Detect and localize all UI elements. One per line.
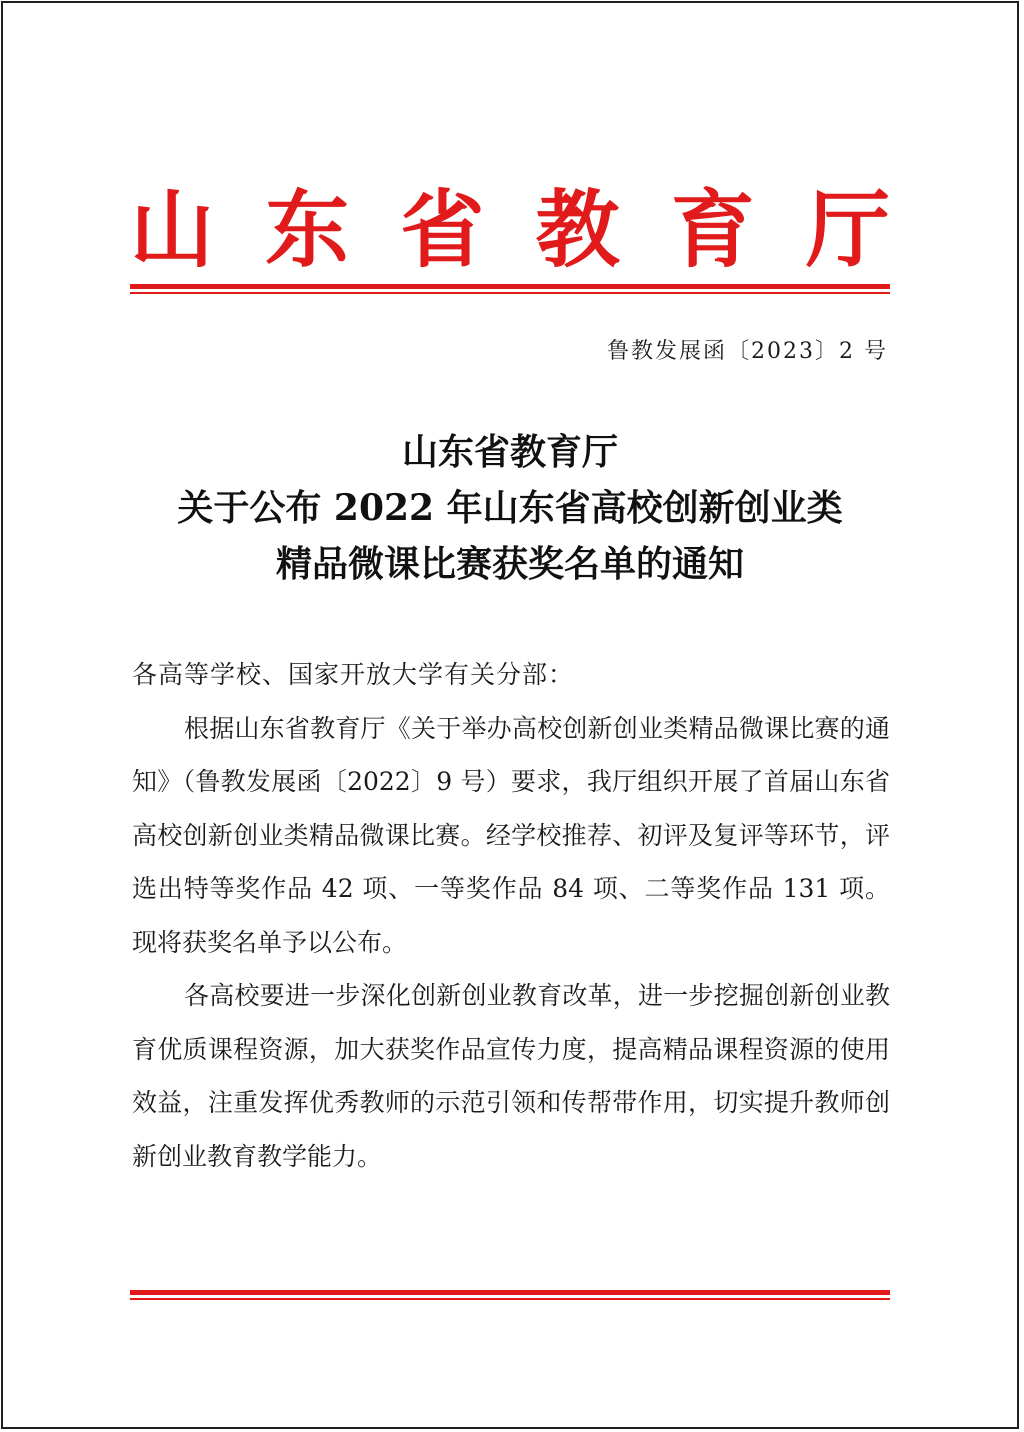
body-paragraph-1: 根据山东省教育厅《关于举办高校创新创业类精品微课比赛的通知》（鲁教发展函〔2022〕9 号）要求，我厅组织开展了首届山东省高校创新创业类精品微课比赛。经学校推荐、初评及复评等环节，评选出特等奖作品 42 项、一等奖作品 84 项、二等奖作品 131 项。现将获奖名单予以公布。 (132, 713, 890, 957)
body-paragraph-2: 各高校要进一步深化创新创业教育改革，进一步挖掘创新创业教育优质课程资源，加大获奖作品宣传力度，提高精品课程资源的使用效益，注重发挥优秀教师的示范引领和传帮带作用，切实提升教师创新创业教育教学能力。 (132, 981, 890, 1171)
header-char: 东 (265, 180, 350, 279)
salutation: 各高等学校、国家开放大学有关分部： (132, 660, 575, 689)
header-char: 山 (130, 180, 215, 279)
document-title (130, 424, 890, 592)
header-char: 省 (400, 180, 485, 279)
title-line-3: 精品微课比赛获奖名单的通知 (275, 543, 744, 585)
title-line-2: 关于公布 2022 年山东省高校创新创业类 (177, 487, 843, 529)
footer-red-rule (130, 1290, 890, 1300)
header-char: 厅 (805, 180, 890, 279)
header-red-rule (130, 284, 890, 294)
document-body (132, 648, 890, 1183)
header-char: 育 (670, 180, 755, 279)
title-line-1: 山东省教育厅 (401, 431, 618, 473)
header-char: 教 (535, 180, 620, 279)
document-number: 鲁教发展函〔2023〕2 号 (607, 339, 888, 364)
issuing-authority-header (130, 180, 890, 280)
